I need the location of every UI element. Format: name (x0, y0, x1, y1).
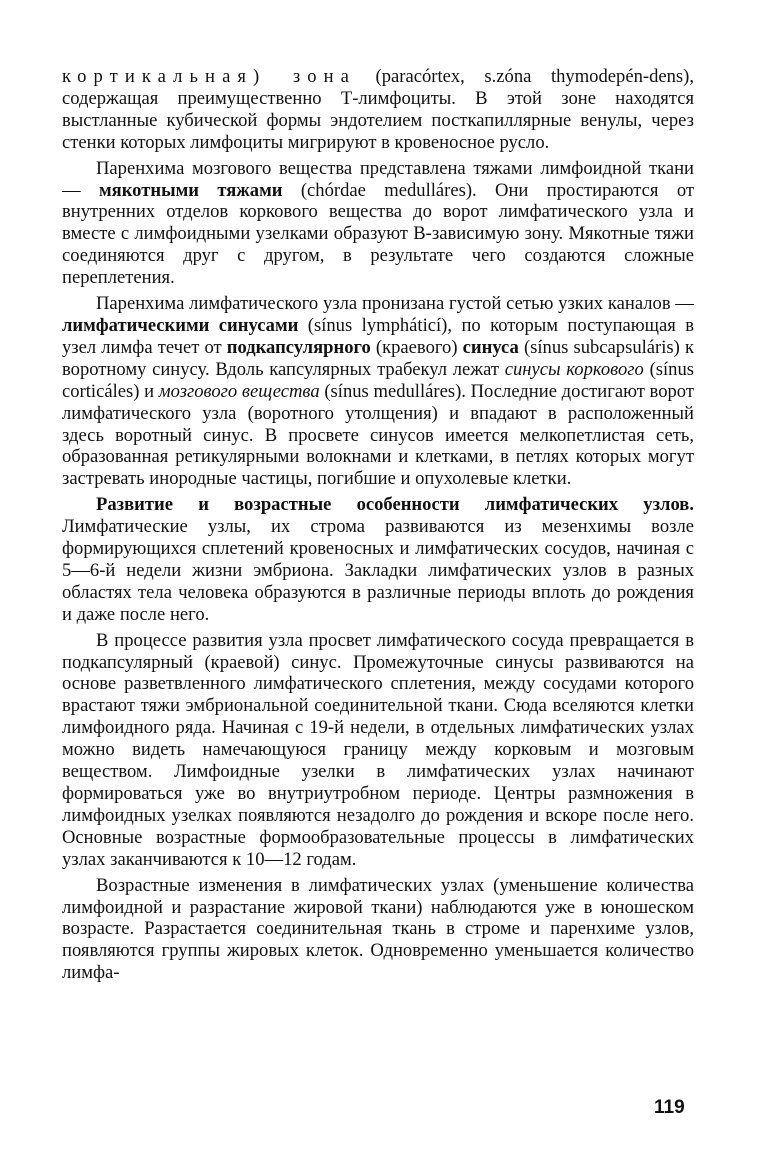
text-run: Возрастные изменения в лимфатических узлах (уменьшение количества лимфоидной и разрастание жировой ткани) наблюдаются уже в юношеском возрасте. Разрастается соединительная ткань в строме и паренхиме узлов, появляются группы жировых клеток. Одновременно уменьшается количество лимфа- (62, 874, 694, 984)
text-run: (sínus corticáles) и (62, 358, 694, 402)
italic-term: синусы коркового (504, 358, 644, 380)
text-run: (paracórtex, s.zóna thymodepén-dens), содержащая преимущественно Т-лимфоциты. В этой зоне находятся выстланные кубической формы эндотелием посткапиллярные венулы, через стенки которых лимфоциты мигрируют в кровеносное русло. (62, 66, 694, 153)
text-run: (краевого) (370, 336, 463, 358)
bold-term: синуса (462, 336, 519, 358)
text-run: Паренхима лимфатического узла пронизана густой сетью узких каналов — (96, 293, 694, 315)
paragraph (62, 293, 694, 490)
italic-term: мозгового вещества (158, 380, 320, 402)
text-run: В процессе развития узла просвет лимфатического сосуда превращается в подкапсулярный (краевой) синус. Промежуточные синусы развиваются на основе разветвленного лимфатического сплетения, между сосудами которого врастают тяжи эмбриональной соединительной ткани. Сюда вселяются клетки лимфоидного ряда. Начиная с 19-й недели, в отдельных лимфатических узлах можно видеть намечающуюся границу между корковым и мозговым веществом. Лимфоидные узелки в лимфатических узлах начинают формироваться уже во внутриутробном периоде. Центры размножения в лимфоидных узелках появляются незадолго до рождения и вскоре после него. Основные возрастные формообразовательные процессы в лимфатических узлах заканчиваются к 10—12 годам. (62, 629, 694, 870)
text-run: Лимфатические узлы, их строма развиваются из мезенхимы возле формирующихся сплетений кровеносных и лимфатических сосудов, начиная с 5—6-й недели жизни эмбриона. Закладки лимфатических узлов в разных областях тела человека образуются в различные периоды вплоть до рождения и даже после него. (62, 516, 694, 625)
text-run: (sínus lympháticí), по которым поступающая в узел лимфа течет от (62, 314, 694, 358)
body-text (62, 66, 694, 984)
bold-term: Развитие и возрастные особенности лимфатических узлов. (96, 494, 694, 516)
bold-term: подкапсулярного (226, 336, 371, 358)
text-run: (chórdae medulláres). Они простираются от внутренних отделов коркового вещества до ворот лимфатического узла и вместе с лимфоидными узелками образуют В-зависимую зону. Мякотные тяжи соединяются друг с другом, в результате чего создаются сложные переплетения. (62, 179, 695, 289)
page-number: 119 (654, 1097, 685, 1118)
bold-term: мякотными тяжами (98, 179, 283, 201)
paragraph (62, 630, 694, 871)
text-run: кортикальная) зона (62, 66, 356, 87)
text-run: (sínus subcapsuláris) к воротному синусу. Вдоль капсулярных трабекул лежат (62, 336, 694, 380)
paragraph (62, 494, 694, 625)
bold-term: лимфатическими синусами (62, 314, 299, 336)
text-run: Паренхима мозгового вещества представлена тяжами лимфоидной ткани — (62, 157, 694, 201)
paragraph (62, 875, 694, 985)
text-run: (sínus medulláres). Последние достигают ворот лимфатического узла (воротного утолщения) и впадают в расположенный здесь воротный синус. В просвете синусов имеется мелкопетлистая сеть, образованная ретикулярными волокнами и клетками, в петлях которых могут застревать инородные частицы, погибшие и опухолевые клетки. (62, 380, 694, 490)
paragraph (62, 158, 694, 289)
paragraph (62, 66, 694, 154)
